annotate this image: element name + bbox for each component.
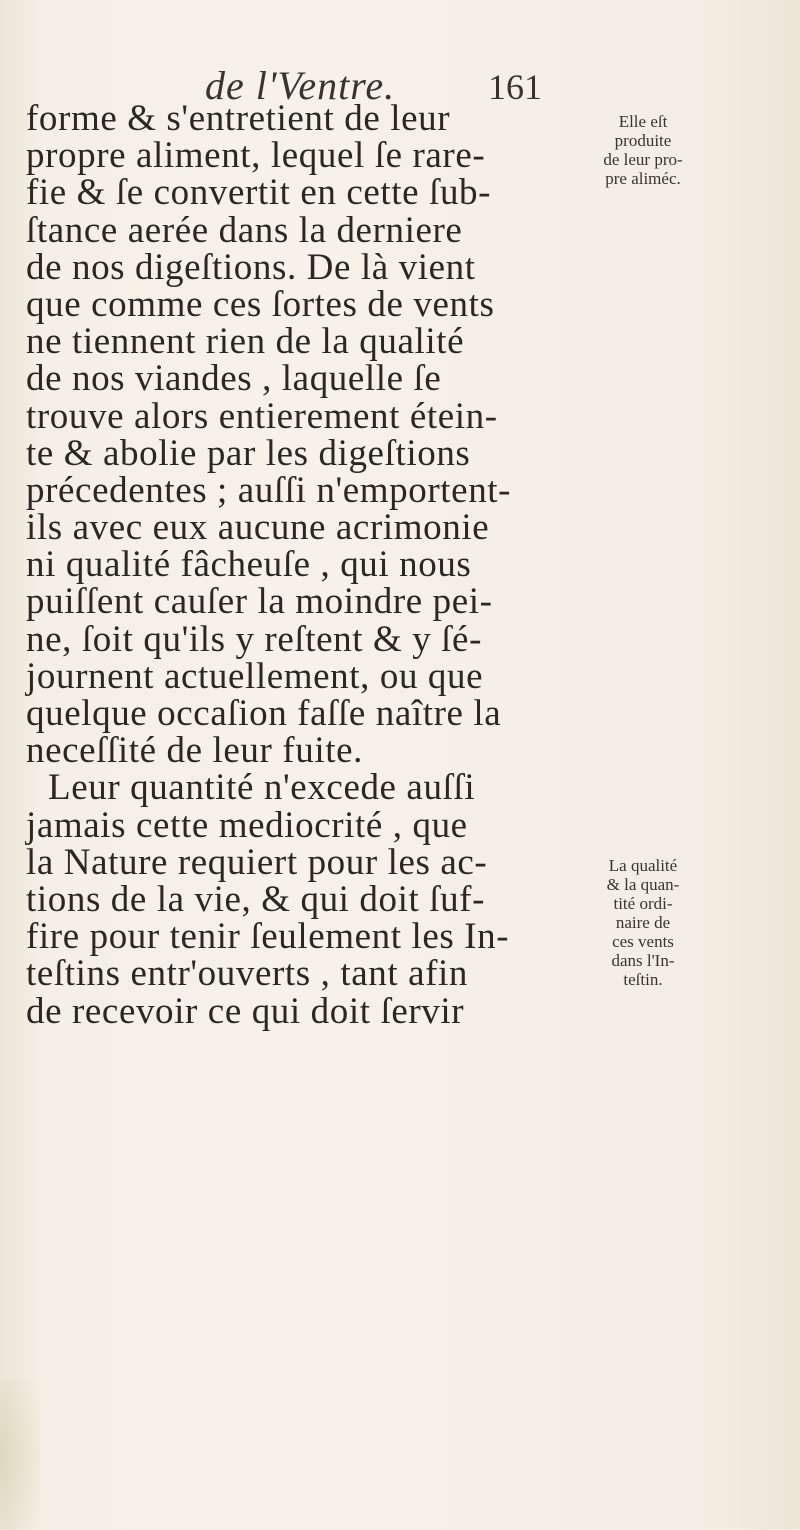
margin-note-line: pre aliméc.: [605, 169, 681, 188]
margin-note-line: tité ordi-: [613, 894, 673, 913]
text-line: ne, ſoit qu'ils y reſtent & y ſé-: [26, 618, 482, 660]
text-line: puiſſent cauſer la moindre pei-: [26, 581, 493, 623]
margin-note-line: produite: [614, 131, 672, 150]
margin-note: [588, 856, 698, 989]
margin-note-line: naire de: [615, 913, 671, 932]
text-line: forme & s'entretient de leur: [26, 98, 451, 139]
text-line: neceſſité de leur fuite.: [26, 730, 363, 772]
text-line: jamais cette mediocrité , que: [26, 804, 468, 846]
margin-note-line: dans l'In-: [611, 951, 675, 970]
text-line: te & abolie par les digeſtions: [26, 432, 471, 474]
text-line: ſtance aerée dans la derniere: [26, 209, 463, 251]
paper-stain: [0, 1380, 40, 1530]
text-line: ne tiennent rien de la qualité: [26, 321, 465, 363]
text-line: propre aliment, lequel ſe rare-: [26, 135, 486, 177]
margin-note-line: La qualité: [608, 856, 678, 875]
text-line: de recevoir ce qui doit ſervir: [26, 990, 465, 1032]
text-line: journent actuellement, ou que: [26, 655, 484, 697]
running-head: de l'Ventre.: [205, 63, 396, 108]
text-line: la Nature requiert pour les ac-: [26, 841, 488, 883]
text-line: de nos digeſtions. De là vient: [26, 246, 476, 288]
text-line: fire pour tenir ſeulement les In-: [26, 916, 510, 958]
text-line: trouve alors entierement étein-: [26, 395, 498, 437]
text-line: précedentes ; auſſi n'emportent-: [26, 469, 512, 511]
paragraph-start-line: Leur quantité n'excede auſſi: [48, 767, 476, 809]
margin-note-line: ces vents: [612, 932, 674, 951]
text-line: teſtins entr'ouverts , tant afin: [26, 953, 469, 995]
page-number: 161: [488, 67, 542, 107]
text-line: tions de la vie, & qui doit ſuf-: [26, 878, 486, 920]
margin-note-line: de leur pro-: [603, 150, 683, 169]
text-line: ils avec eux aucune acrimonie: [26, 507, 490, 549]
text-line: quelque occaſion faſſe naître la: [26, 693, 502, 734]
text-line: fie & ſe convertit en cette ſub-: [26, 172, 492, 214]
main-text-block: [26, 100, 586, 1030]
text-line: ni qualité fâcheuſe , qui nous: [26, 544, 472, 586]
margin-note-line: teſtin.: [623, 970, 663, 989]
margin-note-line: & la quan-: [606, 875, 680, 894]
text-line: de nos viandes , laquelle ſe: [26, 358, 442, 400]
margin-note-line: Elle eſt: [618, 112, 668, 131]
margin-note: [588, 112, 698, 188]
text-line: que comme ces ſortes de vents: [26, 283, 495, 325]
